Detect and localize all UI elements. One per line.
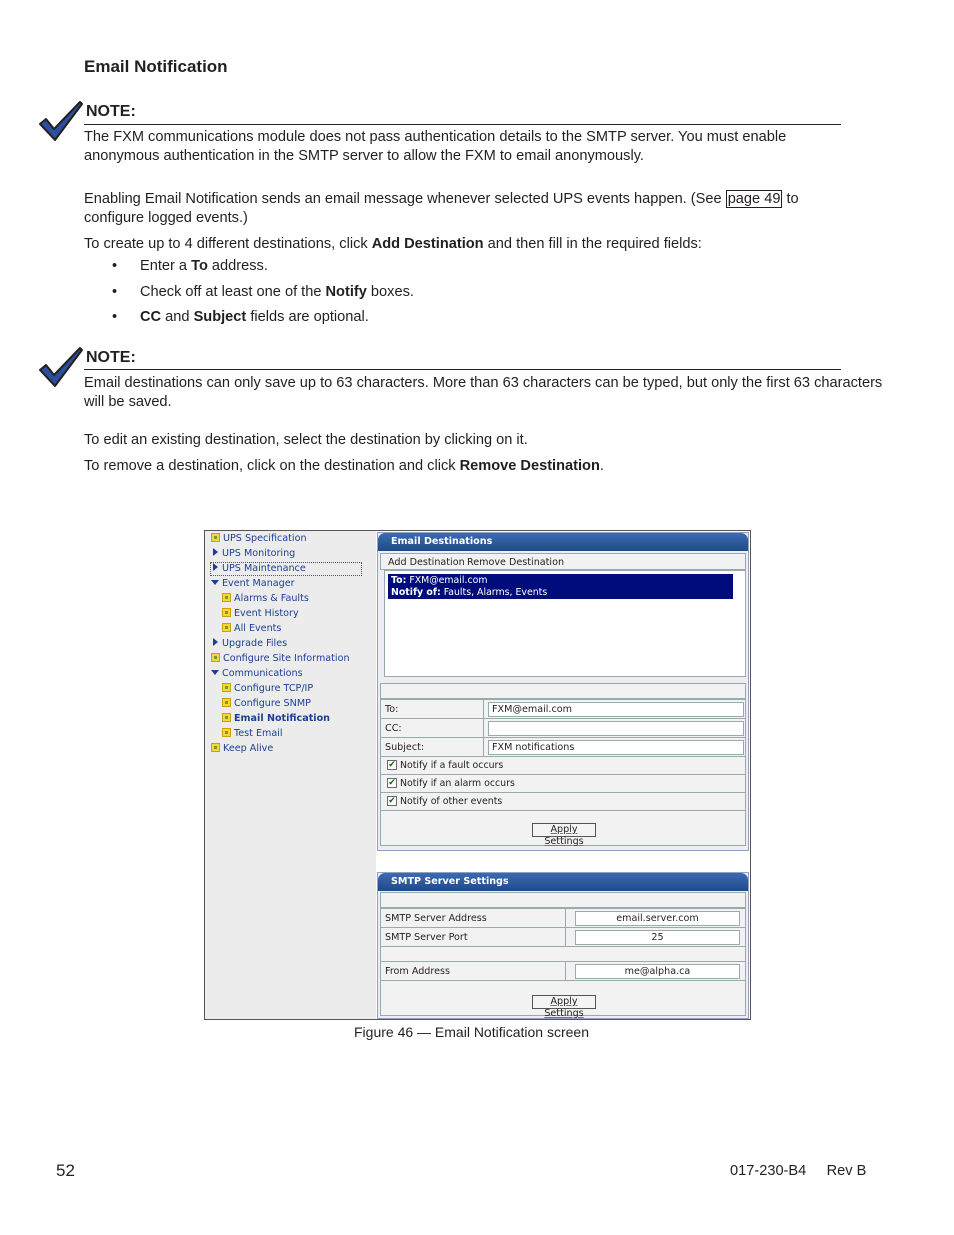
notify-fault-row [381,757,745,775]
smtp-port-input[interactable]: 25 [575,930,740,945]
bold-text: Add Destination [371,236,484,252]
list-item [112,257,268,276]
page-icon [222,698,231,707]
nav-item-event-manager[interactable] [211,578,295,590]
bullet-icon: • [112,284,118,300]
nav-label: All Events [234,623,282,634]
page-icon [211,533,220,542]
page-icon [222,683,231,692]
note-label: NOTE: [86,103,136,120]
list-item [112,308,369,327]
nav-item-configure-tcpip[interactable] [222,683,313,695]
notify-label: Notify of: [391,587,441,598]
email-notification-screenshot [204,530,751,1020]
bold-text: Subject [193,309,247,325]
smtp-address-label: SMTP Server Address [385,913,487,924]
destination-list[interactable] [384,570,746,677]
smtp-port-row [381,928,745,947]
nav-label: Test Email [234,728,283,739]
nav-item-ups-specification[interactable] [211,533,307,545]
subject-field-label: Subject: [385,742,425,753]
bold-text: Notify [325,284,367,300]
column-divider [565,909,566,927]
nav-item-event-history[interactable] [222,608,299,620]
nav-label: UPS Maintenance [222,563,306,574]
destination-form [380,699,746,846]
notify-alarm-checkbox[interactable]: ✔ [388,778,396,788]
form-header-bar [380,683,746,699]
smtp-spacer-row [381,947,745,962]
text: To create up to 4 different destinations, click [84,236,372,252]
expand-arrow-icon [213,638,218,646]
list-item [112,283,414,302]
nav-item-configure-snmp[interactable] [222,698,311,710]
nav-item-email-notification[interactable] [222,713,330,725]
page-icon [222,593,231,602]
text: Enter a [140,258,192,274]
to-label: To: [391,575,407,586]
to-value: FXM@email.com [409,575,488,586]
subject-input[interactable]: FXM notifications [488,740,744,755]
remove-destination-button[interactable]: Remove Destination [467,557,565,568]
smtp-address-row [381,909,745,928]
nav-item-test-email[interactable] [222,728,283,740]
notify-other-row [381,793,745,811]
column-divider [483,719,484,737]
apply-settings-button[interactable]: Apply Settings [532,995,596,1009]
to-field-label: To: [385,704,399,715]
nav-item-alarms-faults[interactable] [222,593,309,605]
to-row [381,700,745,719]
document-id [730,1163,866,1179]
column-divider [483,700,484,718]
revision: Rev B [826,1163,867,1179]
note-text: The FXM communications module does not pass authentication details to the SMTP server. You must enable anonymous authentication in the SMTP server to allow the FXM to email anonymously. [84,129,787,164]
smtp-form [380,908,746,1019]
email-destinations-panel [377,532,749,851]
cc-row [381,719,745,738]
from-address-row [381,962,745,981]
bullet-icon: • [112,309,118,325]
checkmark-icon [38,100,84,144]
subject-row [381,738,745,757]
text: fields are optional. [246,309,369,325]
text: boxes. [366,284,414,300]
panel-title: Email Destinations [378,533,748,551]
note-label: NOTE: [86,349,136,366]
nav-item-upgrade-files[interactable] [211,638,287,650]
from-address-input[interactable]: me@alpha.ca [575,964,740,979]
text: Check off at least one of the [140,284,326,300]
text: and [161,309,194,325]
page-icon [222,713,231,722]
bold-text: To [191,258,208,274]
text: Enabling Email Notification sends an email message whenever selected UPS events happen. (See [84,191,726,207]
nav-item-communications[interactable] [211,668,303,680]
notify-alarm-row [381,775,745,793]
cc-input[interactable] [488,721,744,736]
note-divider [84,124,841,125]
apply-settings-button[interactable]: Apply Settings [532,823,596,837]
checkbox-label: Notify if an alarm occurs [400,778,515,789]
notify-other-checkbox[interactable]: ✔ [388,796,396,806]
nav-item-configure-site-information[interactable] [211,653,350,665]
page-icon [222,623,231,632]
nav-label: Event History [234,608,299,619]
nav-label: UPS Monitoring [222,548,296,559]
column-divider [483,738,484,756]
checkbox-label: Notify if a fault occurs [400,760,504,771]
cc-field-label: CC: [385,723,402,734]
expand-arrow-icon [213,563,218,571]
column-divider [565,928,566,946]
text: to configure logged events.) [84,191,799,226]
paragraph: To edit an existing destination, select the destination by clicking on it. [84,432,528,448]
page-link[interactable]: page 49 [727,191,781,207]
nav-label: Email Notification [234,713,331,724]
figure-caption: Figure 46 — Email Notification screen [354,1024,589,1040]
from-address-label: From Address [385,966,451,977]
note-divider [84,369,841,370]
collapse-arrow-icon [211,670,219,675]
text: address. [207,258,268,274]
nav-label: Configure TCP/IP [234,683,314,694]
nav-item-ups-monitoring[interactable] [211,548,295,560]
page-icon [222,608,231,617]
column-divider [565,962,566,980]
paragraph [84,190,859,228]
nav-label: Alarms & Faults [234,593,309,604]
nav-label: Configure Site Information [223,653,350,664]
smtp-address-input[interactable]: email.server.com [575,911,740,926]
bullet-icon: • [112,258,118,274]
page-icon [211,653,220,662]
destination-list-item[interactable] [388,574,733,599]
note-text: Email destinations can only save up to 63 characters. More than 63 characters can be typed, but only the first 63 characters will be saved. [84,375,883,410]
text: To remove a destination, click on the destination and click [84,458,460,474]
text: and then fill in the required fields: [483,236,702,252]
nav-label: Keep Alive [223,743,274,754]
nav-label: Communications [222,668,303,679]
expand-arrow-icon [213,548,218,556]
to-input[interactable]: FXM@email.com [488,702,744,717]
bold-text: CC [140,309,162,325]
collapse-arrow-icon [211,580,219,585]
destination-toolbar [380,553,746,570]
nav-label: UPS Specification [223,533,307,544]
page-number: 52 [56,1161,75,1180]
page-icon [211,743,220,752]
checkmark-icon [38,346,84,390]
sidebar-nav [205,531,376,1019]
smtp-settings-panel [377,872,749,1019]
nav-item-keep-alive[interactable] [211,743,273,755]
text: . [599,458,604,474]
nav-item-ups-maintenance[interactable] [211,563,361,575]
panel-title: SMTP Server Settings [378,873,748,891]
checkbox-label: Notify of other events [400,796,503,807]
paragraph [84,457,859,476]
nav-label: Event Manager [222,578,295,589]
smtp-port-label: SMTP Server Port [385,932,468,943]
nav-item-all-events[interactable] [222,623,281,635]
section-title: Email Notification [84,57,228,76]
doc-number: 017-230-B4 [730,1163,807,1179]
page-icon [222,728,231,737]
add-destination-button[interactable]: Add Destination [388,557,465,568]
paragraph [84,235,859,254]
notify-value: Faults, Alarms, Events [443,587,548,598]
nav-label: Upgrade Files [222,638,288,649]
notify-fault-checkbox[interactable]: ✔ [388,760,396,770]
smtp-header-bar [380,892,746,908]
bold-text: Remove Destination [459,458,600,474]
nav-label: Configure SNMP [234,698,311,709]
